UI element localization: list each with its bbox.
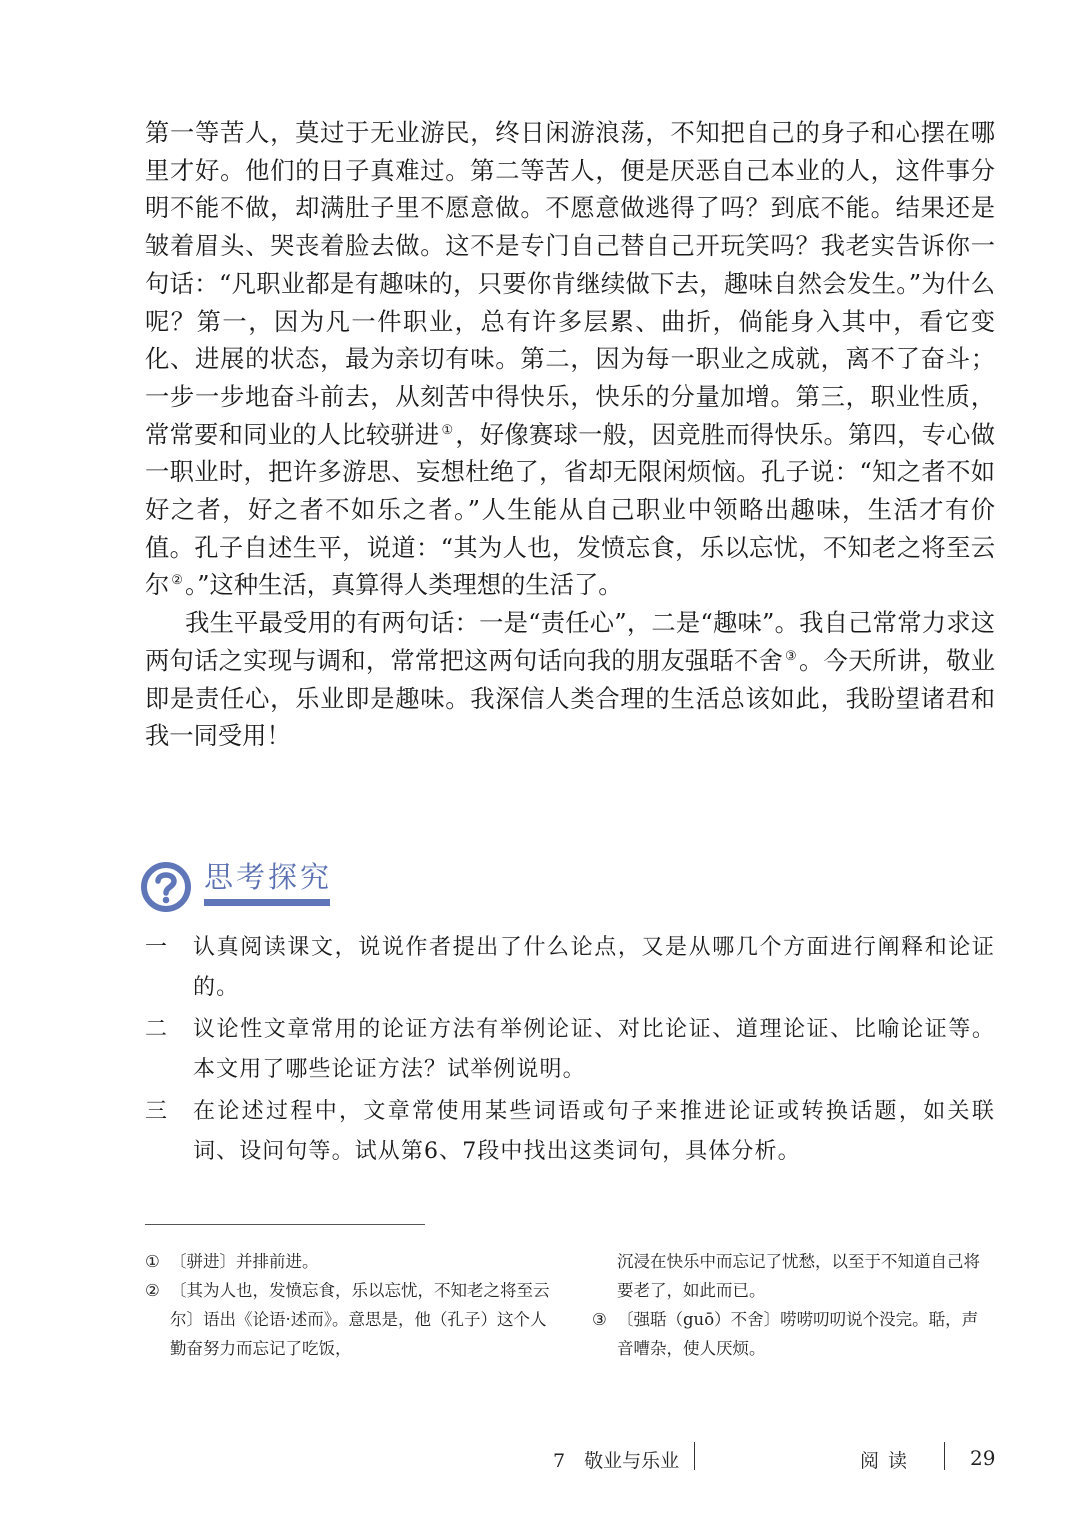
question-number: 一 <box>145 935 169 960</box>
question-text: 认真阅读课文，说说作者提出了什么论点，又是从哪几个方面进行阐释和论证的。 <box>193 935 995 1000</box>
section-title: 思考探究 <box>204 860 333 894</box>
paragraph-1 <box>145 114 995 604</box>
footnote-ref-2[interactable]: ② <box>171 573 183 589</box>
footnote-marker: ② <box>145 1281 160 1300</box>
footer-section-label: 阅读 <box>860 1450 917 1472</box>
section-header <box>140 853 340 913</box>
paragraph-text: 我生平最受用的有两句话：一是“责任心”，二是“趣味”。我自己常常力求这两句话之实现与调和，常常把这两句话向我的朋友强聒不舍 <box>145 608 995 675</box>
paragraph-text: ，好像赛球一般，因竞胜而得快乐。第四，专心做一职业时，把许多游思、妄想杜绝了，省却无限闲烦恼。孔子说：“知之者不如好之者，好之者不如乐之者。”人生能从自己职业中领略出趣味，生活才有价值。孔子自述生平，说道：“其为人也，发愤忘食，乐以忘忧，不知老之将至云尔 <box>145 419 996 600</box>
question-mark-icon <box>140 861 192 913</box>
question-item <box>145 928 995 1008</box>
footnote-text: 〔其为人也，发愤忘食，乐以忘忧，不知老之将至云尔〕语出《论语·述而》。意思是，他（孔子）这个人勤奋努力而忘记了吃饭， <box>170 1281 550 1358</box>
footnote-text: 〔强聒（guō）不舍〕唠唠叨叨说个没完。聒，声音嘈杂，使人厌烦。 <box>617 1310 979 1358</box>
footnotes-left-column <box>145 1247 550 1363</box>
question-number: 二 <box>145 1017 169 1042</box>
footnotes-right-column <box>592 1247 992 1363</box>
paragraph-text: 第一等苦人，莫过于无业游民，终日闲游浪荡，不知把自己的身子和心摆在哪里才好。他们的日子真难过。第二等苦人，便是厌恶自己本业的人，这件事分明不能不做，却满肚子里不愿意做。不愿意做逃得了吗？到底不能。结果还是皱着眉头、哭丧着脸去做。这不是专门自己替自己开玩笑吗？我老实告诉你一句话：“凡职业都是有趣味的，只要你肯继续做下去，趣味自然会发生。”为什么呢？第一，因为凡一件职业，总有许多层累、曲折，倘能身入其中，看它变化、进展的状态，最为亲切有味。第二，因为每一职业之成就，离不了奋斗；一步一步地奋斗前去，从刻苦中得快乐，快乐的分量加增。第三，职业性质，常常要和同业的人比较骈进 <box>145 118 995 449</box>
question-text: 在论述过程中，文章常使用某些词语或句子来推进论证或转换话题，如关联词、设问句等。试从第6、7段中找出这类词句，具体分析。 <box>193 1099 995 1164</box>
question-item <box>145 1092 995 1172</box>
footer-divider <box>694 1442 695 1470</box>
question-number: 三 <box>145 1099 169 1124</box>
footnote-marker: ③ <box>592 1310 607 1329</box>
question-text: 议论性文章常用的论证方法有举例论证、对比论证、道理论证、比喻论证等。本文用了哪些论证方法？试举例说明。 <box>193 1017 995 1082</box>
footnote-1 <box>145 1247 550 1276</box>
paragraph-text: 。”这种生活，真算得人类理想的生活了。 <box>184 570 623 600</box>
paragraph-text: 。今天所讲，敬业即是责任心，乐业即是趣味。我深信人类合理的生活总该如此，我盼望诸君和我一同受用！ <box>145 645 996 751</box>
footnote-divider <box>145 1224 425 1225</box>
footnote-3 <box>592 1305 992 1363</box>
question-item <box>145 1010 995 1090</box>
title-underline <box>204 899 330 906</box>
footer-divider <box>944 1442 945 1470</box>
footnote-text: 沉浸在快乐中而忘记了忧愁，以至于不知道自己将要老了，如此而已。 <box>617 1252 980 1300</box>
footer-chapter-title: 7 敬业与乐业 <box>553 1450 680 1472</box>
footnote-ref-3[interactable]: ③ <box>785 648 797 664</box>
footnote-2 <box>145 1276 550 1363</box>
page-number: 29 <box>970 1446 996 1470</box>
footnote-ref-1[interactable]: ① <box>441 422 454 438</box>
footnote-marker: ① <box>145 1252 160 1271</box>
question-list <box>145 928 995 1172</box>
footnote-2-continued <box>592 1247 992 1305</box>
footnote-text: 〔骈进〕并排前进。 <box>170 1252 319 1271</box>
body-text <box>145 114 995 755</box>
paragraph-2 <box>145 604 995 755</box>
